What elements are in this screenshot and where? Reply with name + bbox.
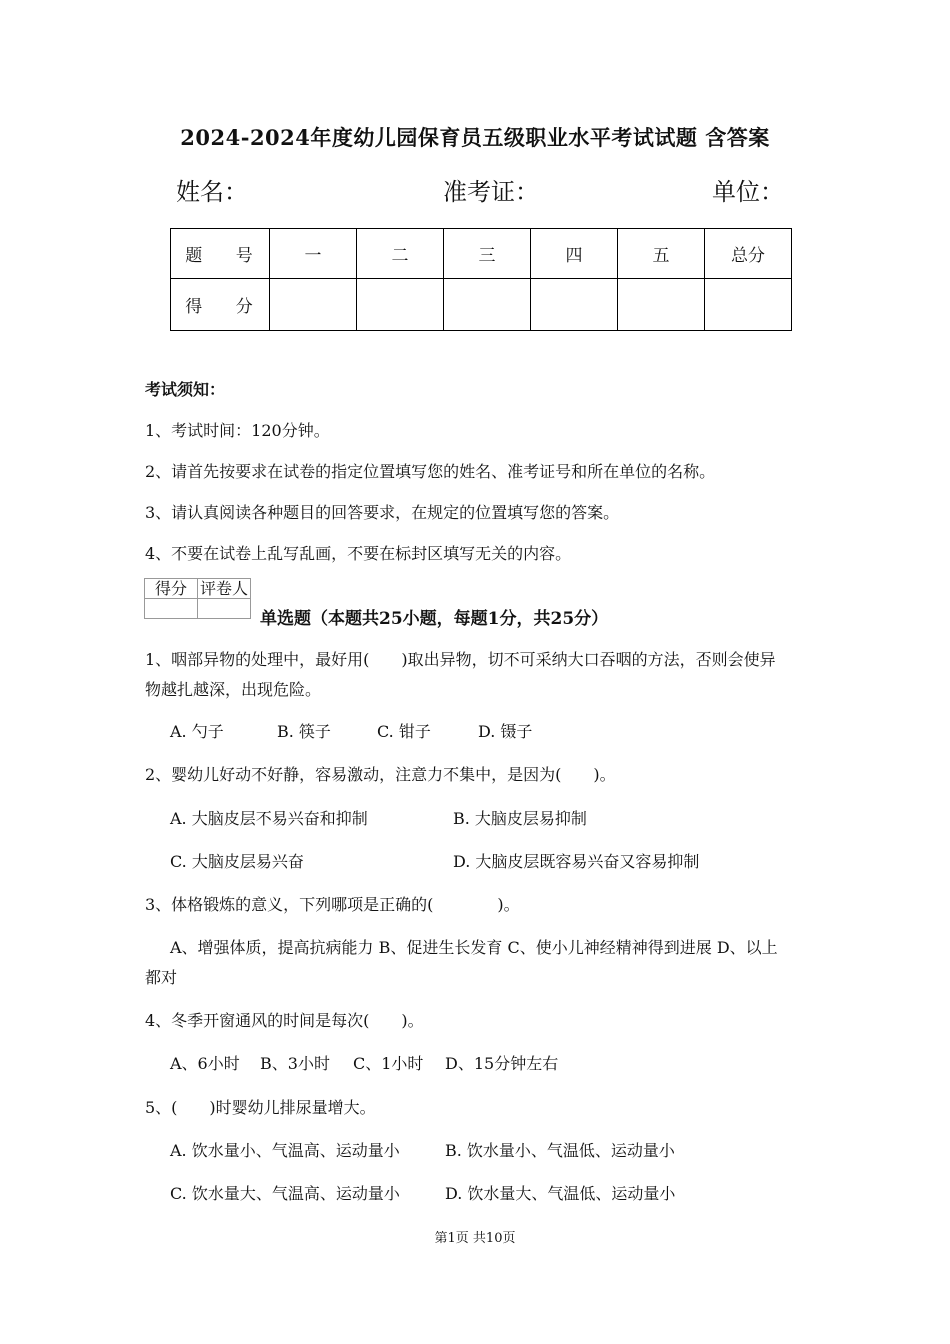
name-field-label: 姓名： <box>176 178 248 206</box>
notice-item: 1、考试时间：120分钟。 <box>145 421 330 440</box>
grader-table <box>144 578 251 619</box>
score-table-row-label: 得 分 <box>171 279 270 331</box>
score-table-col-4: 四 <box>531 229 618 279</box>
page-number-footer: 第1页 共10页 <box>434 1231 516 1246</box>
score-table-header-label: 题 号 <box>171 229 270 279</box>
score-cell <box>357 279 444 331</box>
notice-item: 4、不要在试卷上乱写乱画，不要在标封区填写无关的内容。 <box>145 544 572 563</box>
score-cell <box>444 279 531 331</box>
question-1-option-b: B. 筷子 <box>277 722 331 741</box>
score-table <box>170 228 792 331</box>
score-table-header-row <box>171 229 792 279</box>
score-cell <box>531 279 618 331</box>
question-4-option-a: A、6小时 <box>170 1054 240 1073</box>
score-cell <box>705 279 792 331</box>
question-2-option-a: A. 大脑皮层不易兴奋和抑制 <box>170 809 368 828</box>
question-5-stem: 5、( )时婴幼儿排尿量增大。 <box>145 1098 376 1117</box>
question-4-option-c: C、1小时 <box>353 1054 424 1073</box>
score-table-col-2: 二 <box>357 229 444 279</box>
question-3-options: A、增强体质，提高抗病能力 B、促进生长发育 C、使小儿神经精神得到进展 D、以上 <box>170 938 778 957</box>
page-title: 2024-2024年度幼儿园保育员五级职业水平考试试题 含答案 <box>180 125 770 150</box>
question-3-options-cont: 都对 <box>145 968 178 987</box>
score-table-col-5: 五 <box>618 229 705 279</box>
question-2-option-c: C. 大脑皮层易兴奋 <box>170 852 304 871</box>
grader-reviewer-label: 评卷人 <box>198 579 251 599</box>
question-1-stem-cont: 物越扎越深，出现危险。 <box>145 680 322 699</box>
score-table-col-3: 三 <box>444 229 531 279</box>
question-1-option-d: D. 镊子 <box>478 722 533 741</box>
question-2-option-b: B. 大脑皮层易抑制 <box>453 809 587 828</box>
score-table-score-row <box>171 279 792 331</box>
notice-heading: 考试须知： <box>145 380 226 399</box>
question-1-stem: 1、咽部异物的处理中，最好用( )取出异物，切不可采纳大口吞咽的方法，否则会使异 <box>145 650 776 669</box>
question-2-option-d: D. 大脑皮层既容易兴奋又容易抑制 <box>453 852 700 871</box>
question-5-option-d: D. 饮水量大、气温低、运动量小 <box>445 1184 676 1203</box>
score-cell <box>270 279 357 331</box>
question-4-stem: 4、冬季开窗通风的时间是每次( )。 <box>145 1011 424 1030</box>
notice-item: 3、请认真阅读各种题目的回答要求，在规定的位置填写您的答案。 <box>145 503 620 522</box>
question-5-option-a: A. 饮水量小、气温高、运动量小 <box>170 1141 400 1160</box>
question-5-option-b: B. 饮水量小、气温低、运动量小 <box>445 1141 675 1160</box>
grader-score-cell <box>145 599 198 619</box>
score-cell <box>618 279 705 331</box>
question-1-option-a: A. 勺子 <box>170 722 224 741</box>
unit-field-label: 单位： <box>712 178 784 206</box>
question-4-option-d: D、15分钟左右 <box>445 1054 559 1073</box>
question-3-stem: 3、体格锻炼的意义，下列哪项是正确的( )。 <box>145 895 520 914</box>
score-table-col-1: 一 <box>270 229 357 279</box>
score-table-col-total: 总分 <box>705 229 792 279</box>
notice-item: 2、请首先按要求在试卷的指定位置填写您的姓名、准考证号和所在单位的名称。 <box>145 462 716 481</box>
question-1-option-c: C. 钳子 <box>377 722 431 741</box>
grader-score-label: 得分 <box>145 579 198 599</box>
question-4-option-b: B、3小时 <box>260 1054 330 1073</box>
question-2-stem: 2、婴幼儿好动不好静，容易激动，注意力不集中，是因为( )。 <box>145 765 616 784</box>
section-title: 单选题（本题共25小题，每题1分，共25分） <box>260 609 609 629</box>
question-5-option-c: C. 饮水量大、气温高、运动量小 <box>170 1184 400 1203</box>
exam-id-field-label: 准考证： <box>443 178 539 206</box>
grader-reviewer-cell <box>198 599 251 619</box>
